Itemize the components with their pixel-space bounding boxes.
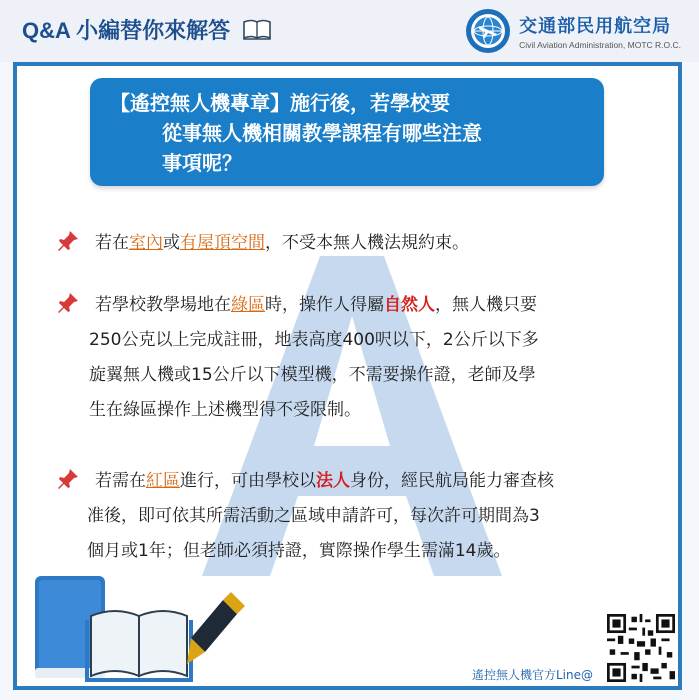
question-line-1: 【遙控無人機專章】施行後，若學校要 [110,91,450,115]
organization-brand [465,8,681,54]
rule-1-indoor: 室內 [129,233,163,253]
rule-3-legal-person: 法人 [316,471,350,491]
question-line-3: 事項呢？ [162,151,242,175]
rule-2-natural-person: 自然人 [384,295,435,315]
rule-3-red-zone: 紅區 [146,471,180,491]
pushpin-icon [57,292,79,314]
pen-icon [187,592,245,664]
rule-2-line-4: 生在綠區操作上述機型得不受限制。 [89,400,361,420]
rule-2-text-c: ，無人機只要 [435,295,537,315]
qr-code-icon[interactable] [607,614,675,682]
rule-1-text-b: 或 [163,233,180,253]
rule-3-line-2: 准後，即可依其所需活動之區域申請許可，每次許可期間為3 [87,506,540,526]
rule-2-green-zone: 綠區 [231,295,265,315]
content-frame [13,62,682,690]
caa-logo-icon [465,8,511,54]
rule-3-text-a: 若需在 [95,471,146,491]
rule-1-roofed-space: 有屋頂空間 [180,233,265,253]
page-title-text: Q&A 小編替你來解答 [22,18,231,43]
rule-2-text-b: 時，操作人得屬 [265,295,384,315]
books-illustration-icon [27,572,267,682]
rule-2-line-3: 旋翼無人機或15公斤以下模型機，不需要操作證，老師及學 [89,365,536,385]
pushpin-icon [57,230,79,252]
rule-3-line-3: 個月或1年；但老師必須持證，實際操作學生需滿14歲。 [87,541,511,561]
question-box [90,78,604,186]
pushpin-icon [57,468,79,490]
rule-3-line-1 [95,464,554,499]
organization-name-en: Civil Aviation Administration, MOTC R.O.C. [519,40,681,50]
rule-2-text-a: 若學校教學場地在 [95,295,231,315]
rule-2-line-1 [95,288,539,323]
official-line-label: 遙控無人機官方Line@ [472,668,594,682]
header-bar [0,0,699,62]
rule-3-text-c: 身份，經民航局能力審查核 [350,471,554,491]
rule-2-line-2: 250公克以上完成註冊，地表高度400呎以下，2公斤以下多 [89,330,539,350]
rule-1-text-c: ，不受本無人機法規約束。 [265,233,469,253]
book-icon [242,18,272,46]
organization-name-cn: 交通部民用航空局 [519,16,672,37]
rule-3-text-b: 進行，可由學校以 [180,471,316,491]
page-title [22,14,272,46]
question-line-2: 從事無人機相關教學課程有哪些注意 [162,121,482,145]
rule-1-text-a: 若在 [95,233,129,253]
